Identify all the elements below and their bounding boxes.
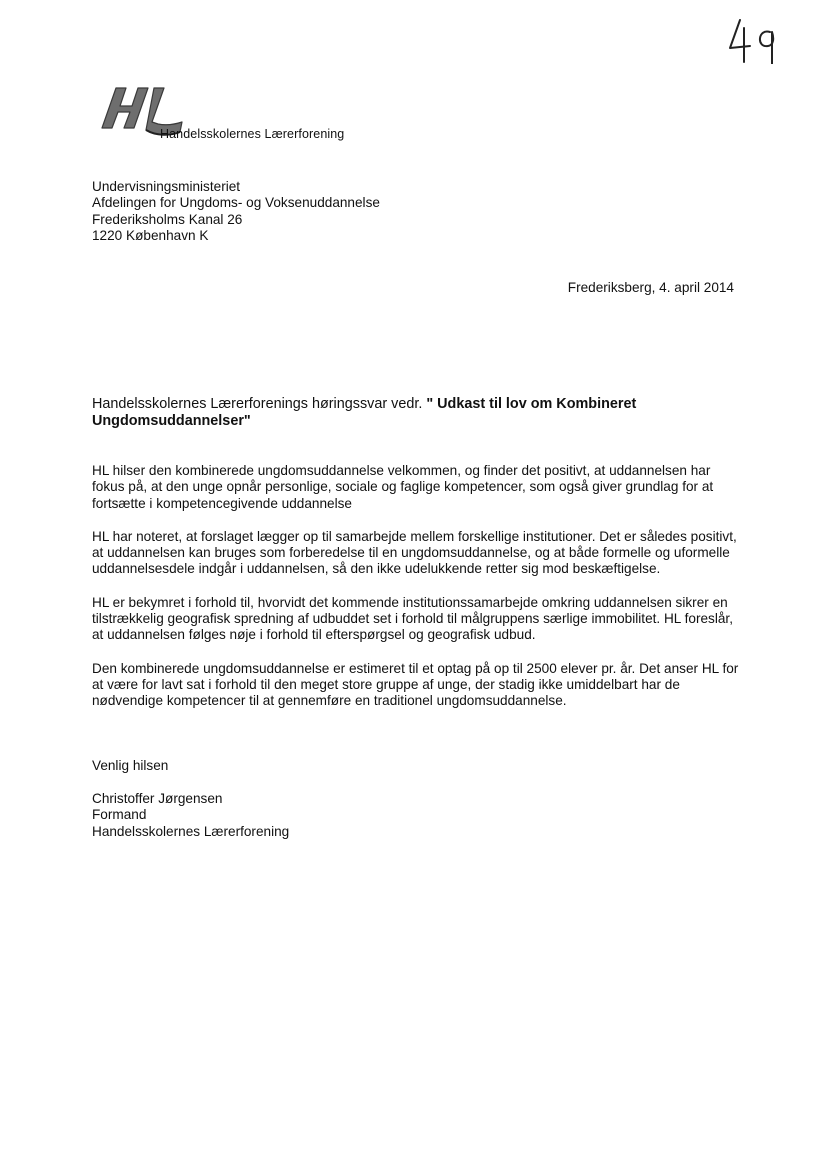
closing-salutation: Venlig hilsen xyxy=(92,758,169,773)
letter-body xyxy=(92,463,742,727)
recipient-line: Frederiksholms Kanal 26 xyxy=(92,211,243,227)
handwritten-page-number xyxy=(724,14,784,64)
letter-subject xyxy=(92,396,732,430)
subject-title: " Udkast til lov om Kombineret Ungdomsuddannelser" xyxy=(92,396,637,429)
signature-name: Christoffer Jørgensen xyxy=(92,791,223,806)
body-paragraph: HL hilser den kombinerede ungdomsuddannelse velkommen, og finder det positivt, at uddannelsen har fokus på, at den unge opnår personlige, sociale og faglige kompetencer, som også giver grundlag for at fortsætte i kompetencegivende uddannelse xyxy=(92,463,714,511)
letter-date: Frederiksberg, 4. april 2014 xyxy=(567,280,734,295)
recipient-address xyxy=(92,179,380,244)
recipient-line: 1220 København K xyxy=(92,227,209,243)
recipient-line: Afdelingen for Ungdoms- og Voksenuddannelse xyxy=(92,195,380,211)
body-paragraph: Den kombinerede ungdomsuddannelse er estimeret til et optag på op til 2500 elever pr. år. Det anser HL for at være for lavt sat i forhold til den meget store gruppe af unge, der stadig ikke umiddelbart har de nødvendige kompetencer til at gennemføre en traditionel ungdomsuddannelse. xyxy=(92,660,739,709)
logo-organization-name: Handelsskolernes Lærerforening xyxy=(160,127,345,141)
recipient-line: Undervisningsministeriet xyxy=(92,179,241,194)
body-paragraph: HL har noteret, at forslaget lægger op til samarbejde mellem forskellige institutioner. Det er således positivt, at uddannelsen kan bruges som forberedelse til en ungdomsuddannelse, og at både formelle og uformelle uddannelsesdele indgår i uddannelsen, så den ikke udelukkende retter sig mod beskæftigelse. xyxy=(92,528,737,577)
signature-organization: Handelsskolernes Lærerforening xyxy=(92,823,290,839)
subject-prefix: Handelsskolernes Lærerforenings høringssvar vedr. xyxy=(92,396,427,412)
signature-block xyxy=(92,791,289,840)
body-paragraph: HL er bekymret i forhold til, hvorvidt det kommende institutionssamarbejde omkring uddannelsen sikrer en tilstrækkelig geografisk spredning af udbuddet set i forhold til målgruppens særlige immobilitet. HL foreslår, at uddannelsen følges nøje i forhold til efterspørgsel og geografisk udbud. xyxy=(92,594,733,643)
signature-title: Formand xyxy=(92,807,147,823)
